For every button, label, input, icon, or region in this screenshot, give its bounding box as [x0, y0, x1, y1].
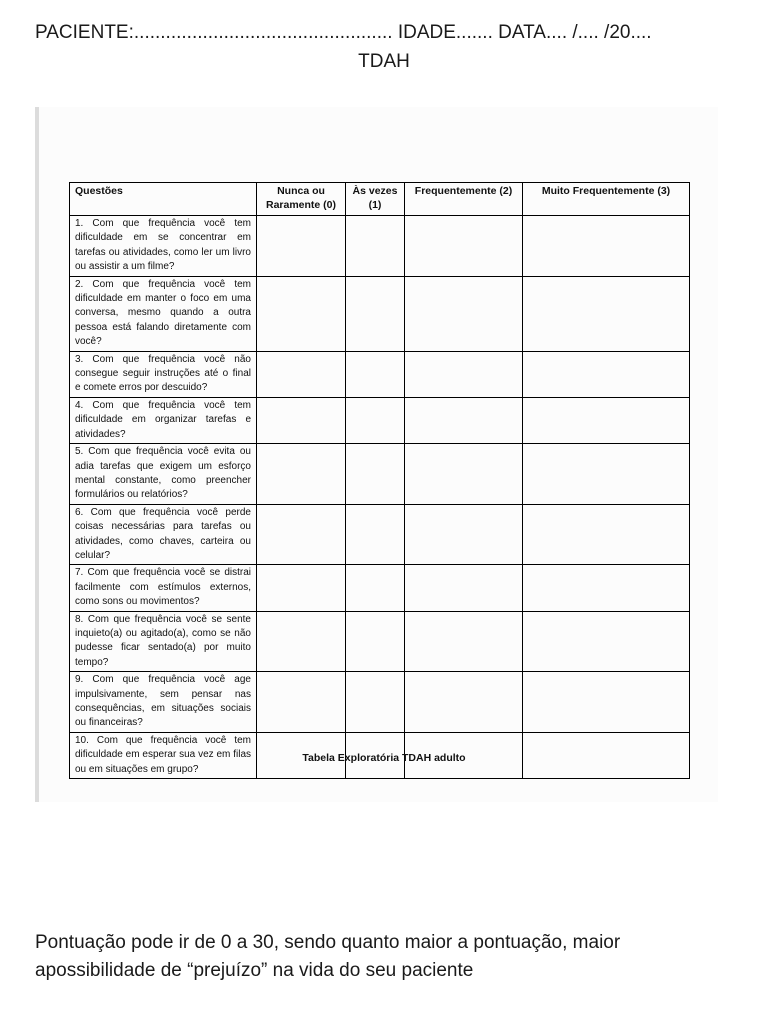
column-header-never: Nunca ou Raramente (0): [257, 183, 346, 216]
answer-cell-never[interactable]: [257, 611, 346, 672]
table-row: [70, 672, 690, 733]
answer-cell-frequently[interactable]: [405, 397, 523, 443]
column-header-questions: Questões: [70, 183, 257, 216]
question-text: 5. Com que frequência você evita ou adia tarefas que exigem um esforço mental constante, como preencher formulários ou relatórios?: [70, 444, 257, 505]
table-row: [70, 216, 690, 277]
column-header-very-frequently: Muito Frequentemente (3): [523, 183, 690, 216]
answer-cell-frequently[interactable]: [405, 276, 523, 351]
answer-cell-very-frequently[interactable]: [523, 397, 690, 443]
question-text: 1. Com que frequência você tem dificuldade em se concentrar em tarefas ou atividades, como ler um livro ou assistir a um filme?: [70, 216, 257, 277]
answer-cell-never[interactable]: [257, 397, 346, 443]
answer-cell-sometimes[interactable]: [346, 351, 405, 397]
answer-cell-very-frequently[interactable]: [523, 276, 690, 351]
answer-cell-frequently[interactable]: [405, 504, 523, 565]
table-row: [70, 611, 690, 672]
answer-cell-frequently[interactable]: [405, 611, 523, 672]
question-text: 6. Com que frequência você perde coisas necessárias para tarefas ou atividades, como chaves, carteira ou celular?: [70, 504, 257, 565]
table-row: [70, 276, 690, 351]
table-row: [70, 504, 690, 565]
question-text: 4. Com que frequência você tem dificuldade em organizar tarefas e atividades?: [70, 397, 257, 443]
answer-cell-sometimes[interactable]: [346, 565, 405, 611]
question-text: 9. Com que frequência você age impulsivamente, sem pensar nas consequências, em situações sociais ou financeiras?: [70, 672, 257, 733]
answer-cell-very-frequently[interactable]: [523, 444, 690, 505]
table-row: [70, 397, 690, 443]
table-row: [70, 351, 690, 397]
answer-cell-sometimes[interactable]: [346, 611, 405, 672]
scoring-note: Pontuação pode ir de 0 a 30, sendo quanto maior a pontuação, maior apossibilidade de “prejuízo” na vida do seu paciente: [35, 932, 621, 981]
answer-cell-never[interactable]: [257, 444, 346, 505]
table-row: [70, 565, 690, 611]
column-header-frequently: Frequentemente (2): [405, 183, 523, 216]
answer-cell-very-frequently[interactable]: [523, 672, 690, 733]
questionnaire-table: [69, 182, 690, 779]
patient-info-line: PACIENTE:................................................. IDADE....... DATA.... /.... /20....: [35, 22, 652, 43]
answer-cell-very-frequently[interactable]: [523, 611, 690, 672]
answer-cell-very-frequently[interactable]: [523, 351, 690, 397]
answer-cell-frequently[interactable]: [405, 216, 523, 277]
answer-cell-frequently[interactable]: [405, 444, 523, 505]
table-caption: Tabela Exploratória TDAH adulto: [302, 752, 466, 764]
answer-cell-very-frequently[interactable]: [523, 565, 690, 611]
answer-cell-very-frequently[interactable]: [523, 216, 690, 277]
answer-cell-frequently[interactable]: [405, 565, 523, 611]
answer-cell-never[interactable]: [257, 672, 346, 733]
answer-cell-very-frequently[interactable]: [523, 504, 690, 565]
question-text: 8. Com que frequência você se sente inquieto(a) ou agitado(a), como se não pudesse ficar sentado(a) por muito tempo?: [70, 611, 257, 672]
question-text: 7. Com que frequência você se distrai facilmente com estímulos externos, como sons ou movimentos?: [70, 565, 257, 611]
answer-cell-sometimes[interactable]: [346, 397, 405, 443]
answer-cell-never[interactable]: [257, 565, 346, 611]
answer-cell-never[interactable]: [257, 504, 346, 565]
question-text: 10. Com que frequência você tem dificuldade em esperar sua vez em filas ou em situações em grupo?: [70, 732, 257, 778]
answer-cell-sometimes[interactable]: [346, 504, 405, 565]
question-text: 3. Com que frequência você não consegue seguir instruções até o final e comete erros por descuido?: [70, 351, 257, 397]
answer-cell-sometimes[interactable]: [346, 216, 405, 277]
answer-cell-never[interactable]: [257, 351, 346, 397]
document-title: TDAH: [358, 51, 410, 72]
table-row: [70, 444, 690, 505]
question-text: 2. Com que frequência você tem dificuldade em manter o foco em uma conversa, mesmo quando a outra pessoa está falando diretamente com você?: [70, 276, 257, 351]
answer-cell-sometimes[interactable]: [346, 444, 405, 505]
answer-cell-frequently[interactable]: [405, 351, 523, 397]
table-header-row: [70, 183, 690, 216]
column-header-sometimes: Às vezes (1): [346, 183, 405, 216]
answer-cell-never[interactable]: [257, 216, 346, 277]
answer-cell-sometimes[interactable]: [346, 672, 405, 733]
answer-cell-sometimes[interactable]: [346, 276, 405, 351]
answer-cell-never[interactable]: [257, 276, 346, 351]
answer-cell-frequently[interactable]: [405, 672, 523, 733]
